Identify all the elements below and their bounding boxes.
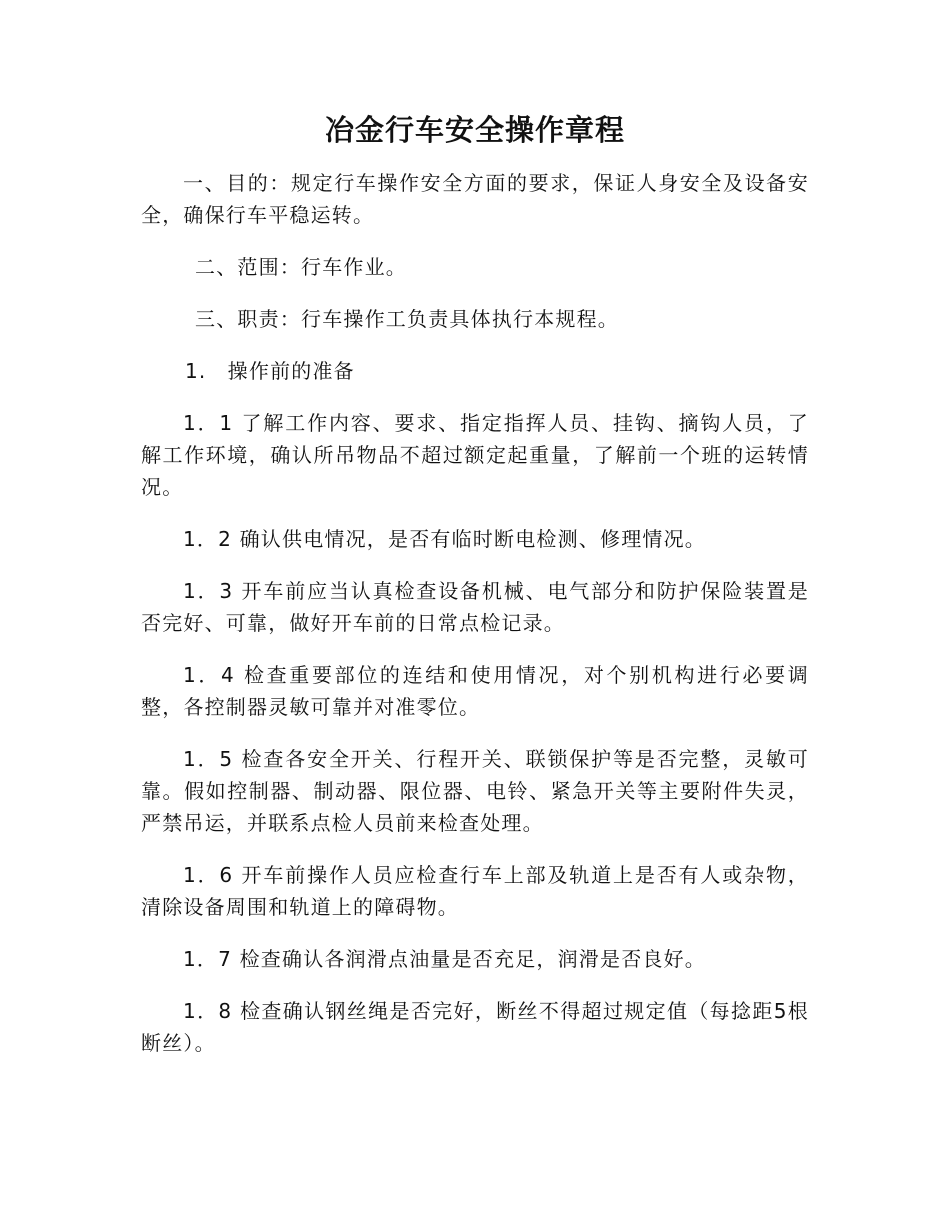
- paragraph-1-6: 1．6 开车前操作人员应检查行车上部及轨道上是否有人或杂物，清除设备周围和轨道上的障碍物。: [141, 863, 809, 919]
- paragraph-responsibility: 三、职责：行车操作工负责具体执行本规程。: [195, 307, 619, 331]
- paragraph-1-4: 1．4 检查重要部位的连结和使用情况，对个别机构进行必要调整，各控制器灵敏可靠并对准零位。: [141, 663, 809, 719]
- section-heading-preparation: 1. 操作前的准备: [185, 359, 355, 383]
- paragraph-1-7: 1．7 检查确认各润滑点油量是否充足，润滑是否良好。: [183, 947, 707, 971]
- paragraph-scope: 二、范围：行车作业。: [195, 255, 407, 279]
- document-title: 冶金行车安全操作章程: [324, 113, 625, 147]
- paragraph-1-2: 1．2 确认供电情况，是否有临时断电检测、修理情况。: [183, 527, 707, 551]
- paragraph-1-5: 1．5 检查各安全开关、行程开关、联锁保护等是否完整，灵敏可靠。假如控制器、制动器、限位器、电铃、紧急开关等主要附件失灵，严禁吊运，并联系点检人员前来检查处理。: [141, 747, 809, 835]
- paragraph-1-8: 1．8 检查确认钢丝绳是否完好，断丝不得超过规定值（每捻距5根断丝）。: [141, 999, 809, 1055]
- paragraph-purpose: 一、目的：规定行车操作安全方面的要求，保证人身安全及设备安全，确保行车平稳运转。: [141, 171, 809, 227]
- paragraph-1-3: 1．3 开车前应当认真检查设备机械、电气部分和防护保险装置是否完好、可靠，做好开车前的日常点检记录。: [141, 579, 809, 635]
- document-body: [141, 167, 809, 1079]
- paragraph-1-1: 1．1 了解工作内容、要求、指定指挥人员、挂钩、摘钩人员，了解工作环境，确认所吊物品不超过额定起重量，了解前一个班的运转情况。: [141, 411, 809, 499]
